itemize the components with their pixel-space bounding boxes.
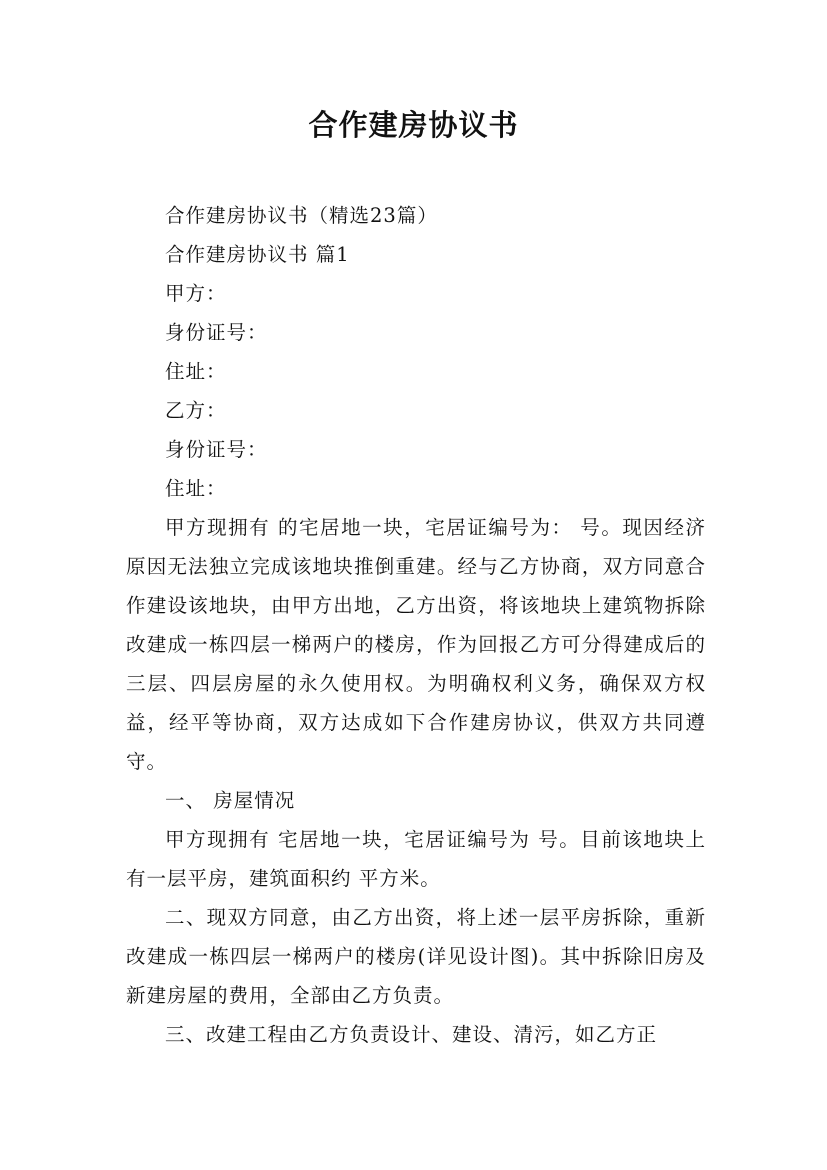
document-body bbox=[126, 196, 706, 1054]
paragraph: 甲方： bbox=[165, 282, 227, 305]
paragraph: 身份证号： bbox=[165, 321, 268, 344]
paragraph: 三、改建工程由乙方负责设计、建设、清污，如乙方正 bbox=[165, 1023, 658, 1046]
document-title: 合作建房协议书 bbox=[308, 108, 519, 142]
paragraph: 身份证号： bbox=[165, 438, 268, 461]
paragraph: 二、现双方同意，由乙方出资，将上述一层平房拆除，重新改建成一栋四层一梯两户的楼房(详见设计图)。其中拆除旧房及新建房屋的费用，全部由乙方负责。 bbox=[126, 906, 706, 1007]
paragraph: 乙方： bbox=[165, 399, 227, 422]
paragraph: 合作建房协议书（精选23篇） bbox=[165, 204, 438, 227]
paragraph: 住址： bbox=[165, 477, 227, 500]
paragraph: 合作建房协议书 篇1 bbox=[165, 243, 350, 266]
paragraph: 住址： bbox=[165, 360, 227, 383]
paragraph: 甲方现拥有 宅居地一块，宅居证编号为 号。目前该地块上有一层平房，建筑面积约 平方米。 bbox=[126, 828, 706, 890]
section-heading: 一、 房屋情况 bbox=[165, 789, 296, 812]
paragraph: 甲方现拥有 的宅居地一块，宅居证编号为： 号。现因经济原因无法独立完成该地块推倒重建。经与乙方协商，双方同意合作建设该地块，由甲方出地，乙方出资，将该地块上建筑物拆除改建成一栋四层一梯两户的楼房，作为回报乙方可分得建成后的三层、四层房屋的永久使用权。为明确权利义务，确保双方权益，经平等协商，双方达成如下合作建房协议，供双方共同遵守。 bbox=[126, 516, 706, 773]
